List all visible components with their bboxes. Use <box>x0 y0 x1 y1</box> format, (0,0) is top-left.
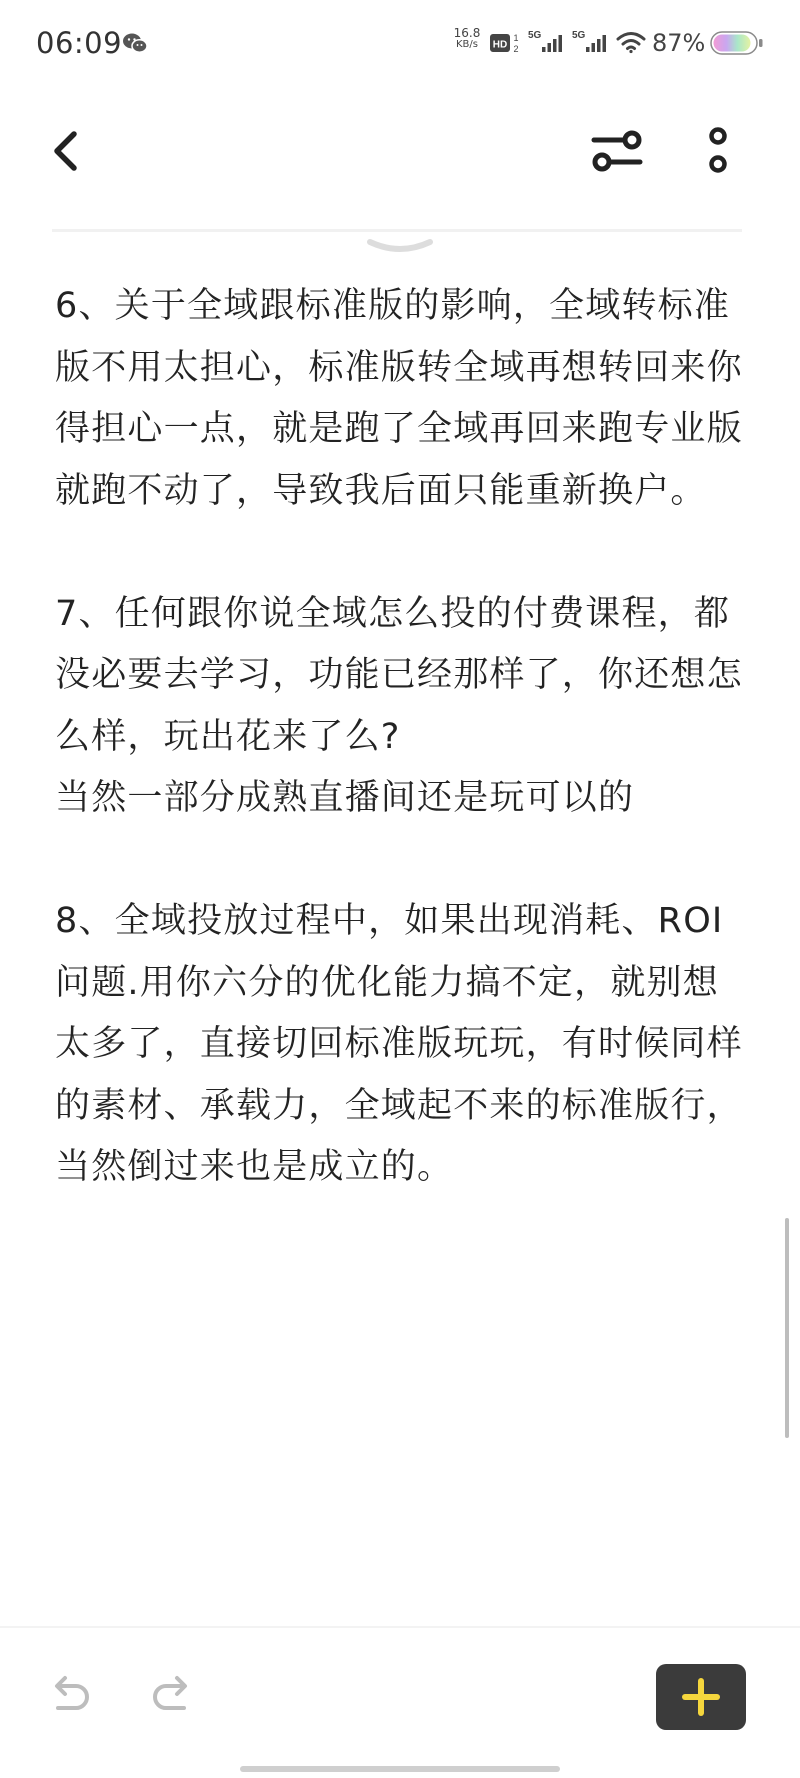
net-speed-unit: KB/s <box>456 39 478 50</box>
hd-label: HD <box>492 39 508 51</box>
net-speed-value: 16.8 <box>453 26 481 40</box>
battery-percent: 87% <box>652 29 706 57</box>
undo-button[interactable] <box>46 1670 94 1718</box>
signal-1-label: 5G <box>528 30 542 41</box>
note-paragraph-8: 8、全域投放过程中，如果出现消耗、ROI问题.用你六分的优化能力搞不定，就别想太多了，直接切回标准版玩玩，有时候同样的素材、承载力，全域起不来的标准版行，当然倒过来也是成立的。 <box>55 901 743 1187</box>
redo-button[interactable] <box>148 1670 196 1718</box>
battery-icon <box>710 31 764 55</box>
hd-sim2: 2 <box>513 44 519 54</box>
note-paragraph-6: 6、关于全域跟标准版的影响，全域转标准版不用太担心，标准版转全域再想转回来你得担心一点，就是跑了全域再回来跑专业版就跑不动了，导致我后面只能重新换户。 <box>55 286 743 511</box>
note-paragraph-7: 7、任何跟你说全域怎么投的付费课程，都没必要去学习，功能已经那样了，你还想怎么样，玩出花来了么? <box>55 593 743 757</box>
plus-icon <box>681 1677 721 1717</box>
more-options-button[interactable] <box>700 120 736 184</box>
signal-strength-icon-2 <box>572 28 610 56</box>
collapse-handle-icon[interactable] <box>364 236 436 258</box>
back-button[interactable] <box>44 120 92 182</box>
note-content[interactable] <box>55 276 755 1199</box>
wifi-icon <box>616 30 646 54</box>
scrollbar-thumb[interactable] <box>785 1218 789 1438</box>
home-indicator[interactable] <box>240 1766 560 1772</box>
status-time: 06:09 <box>36 26 123 60</box>
paragraph-gap <box>55 830 755 892</box>
status-bar <box>0 0 800 88</box>
toolbar-divider <box>0 1626 800 1628</box>
more-vertical-icon <box>700 120 736 184</box>
wechat-icon <box>122 31 148 55</box>
hd-sim1: 1 <box>513 33 519 43</box>
signal-2-label: 5G <box>572 30 586 41</box>
paragraph-gap <box>55 522 755 584</box>
filter-button[interactable] <box>588 124 646 180</box>
net-speed-indicator <box>450 28 484 50</box>
chevron-left-icon <box>44 120 92 182</box>
add-button[interactable] <box>656 1664 746 1730</box>
signal-strength-icon-1 <box>528 28 566 56</box>
header-divider <box>52 229 742 232</box>
hd-icon <box>490 31 522 55</box>
note-paragraph-7-remark: 当然一部分成熟直播间还是玩可以的 <box>55 778 635 818</box>
undo-icon <box>46 1670 94 1718</box>
redo-icon <box>148 1670 196 1718</box>
sliders-icon <box>588 124 646 180</box>
